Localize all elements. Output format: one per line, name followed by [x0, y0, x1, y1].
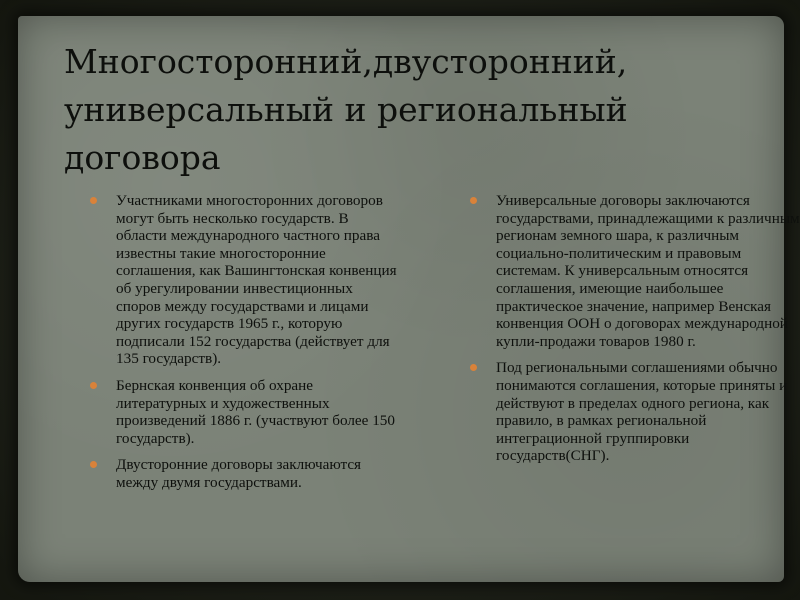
right-bullet-list	[470, 192, 800, 474]
bullet-dot-icon	[470, 364, 477, 371]
list-item-text: Под региональными соглашениями обычно понимаются соглашения, которые приняты и действуют в пределах одного региона, как правило, в рамках региональной интеграционной группировки государств(СНГ).	[496, 359, 788, 465]
list-item	[90, 456, 400, 491]
bullet-dot-icon	[90, 382, 97, 389]
list-item-text: Двусторонние договоры заключаются между двумя государствами.	[116, 456, 362, 491]
list-item	[90, 192, 400, 368]
bullet-dot-icon	[470, 197, 477, 204]
slide-title: Многосторонний,двусторонний, универсальный и региональный договора	[64, 42, 628, 177]
list-item-text: Участниками многосторонних договоров могут быть несколько государств. В области международного частного права известны такие многосторонние соглашения, как Вашингтонская конвенция об урегулировании инвестиционных споров между государствами и лицами других государств 1965 г., которую подписали 152 государства (действует для 135 государств).	[116, 192, 397, 368]
left-bullet-list	[90, 192, 400, 501]
list-item	[470, 359, 800, 465]
slide-card	[18, 16, 800, 582]
list-item	[470, 192, 800, 350]
list-item-text: Универсальные договоры заключаются государствами, принадлежащими к различным регионам земного шара, к различным социально-политическим и правовым системам. К универсальным относятся соглашения, имеющие наибольшее практическое значение, например Венская конвенция ООН о договорах международной купли-продажи товаров 1980 г.	[496, 192, 800, 350]
bullet-dot-icon	[90, 197, 97, 204]
bullet-dot-icon	[90, 461, 97, 468]
list-item-text: Бернская конвенция об охране литературных и художественных произведений 1886 г. (участвуют более 150 государств).	[116, 376, 395, 447]
list-item	[90, 377, 400, 447]
